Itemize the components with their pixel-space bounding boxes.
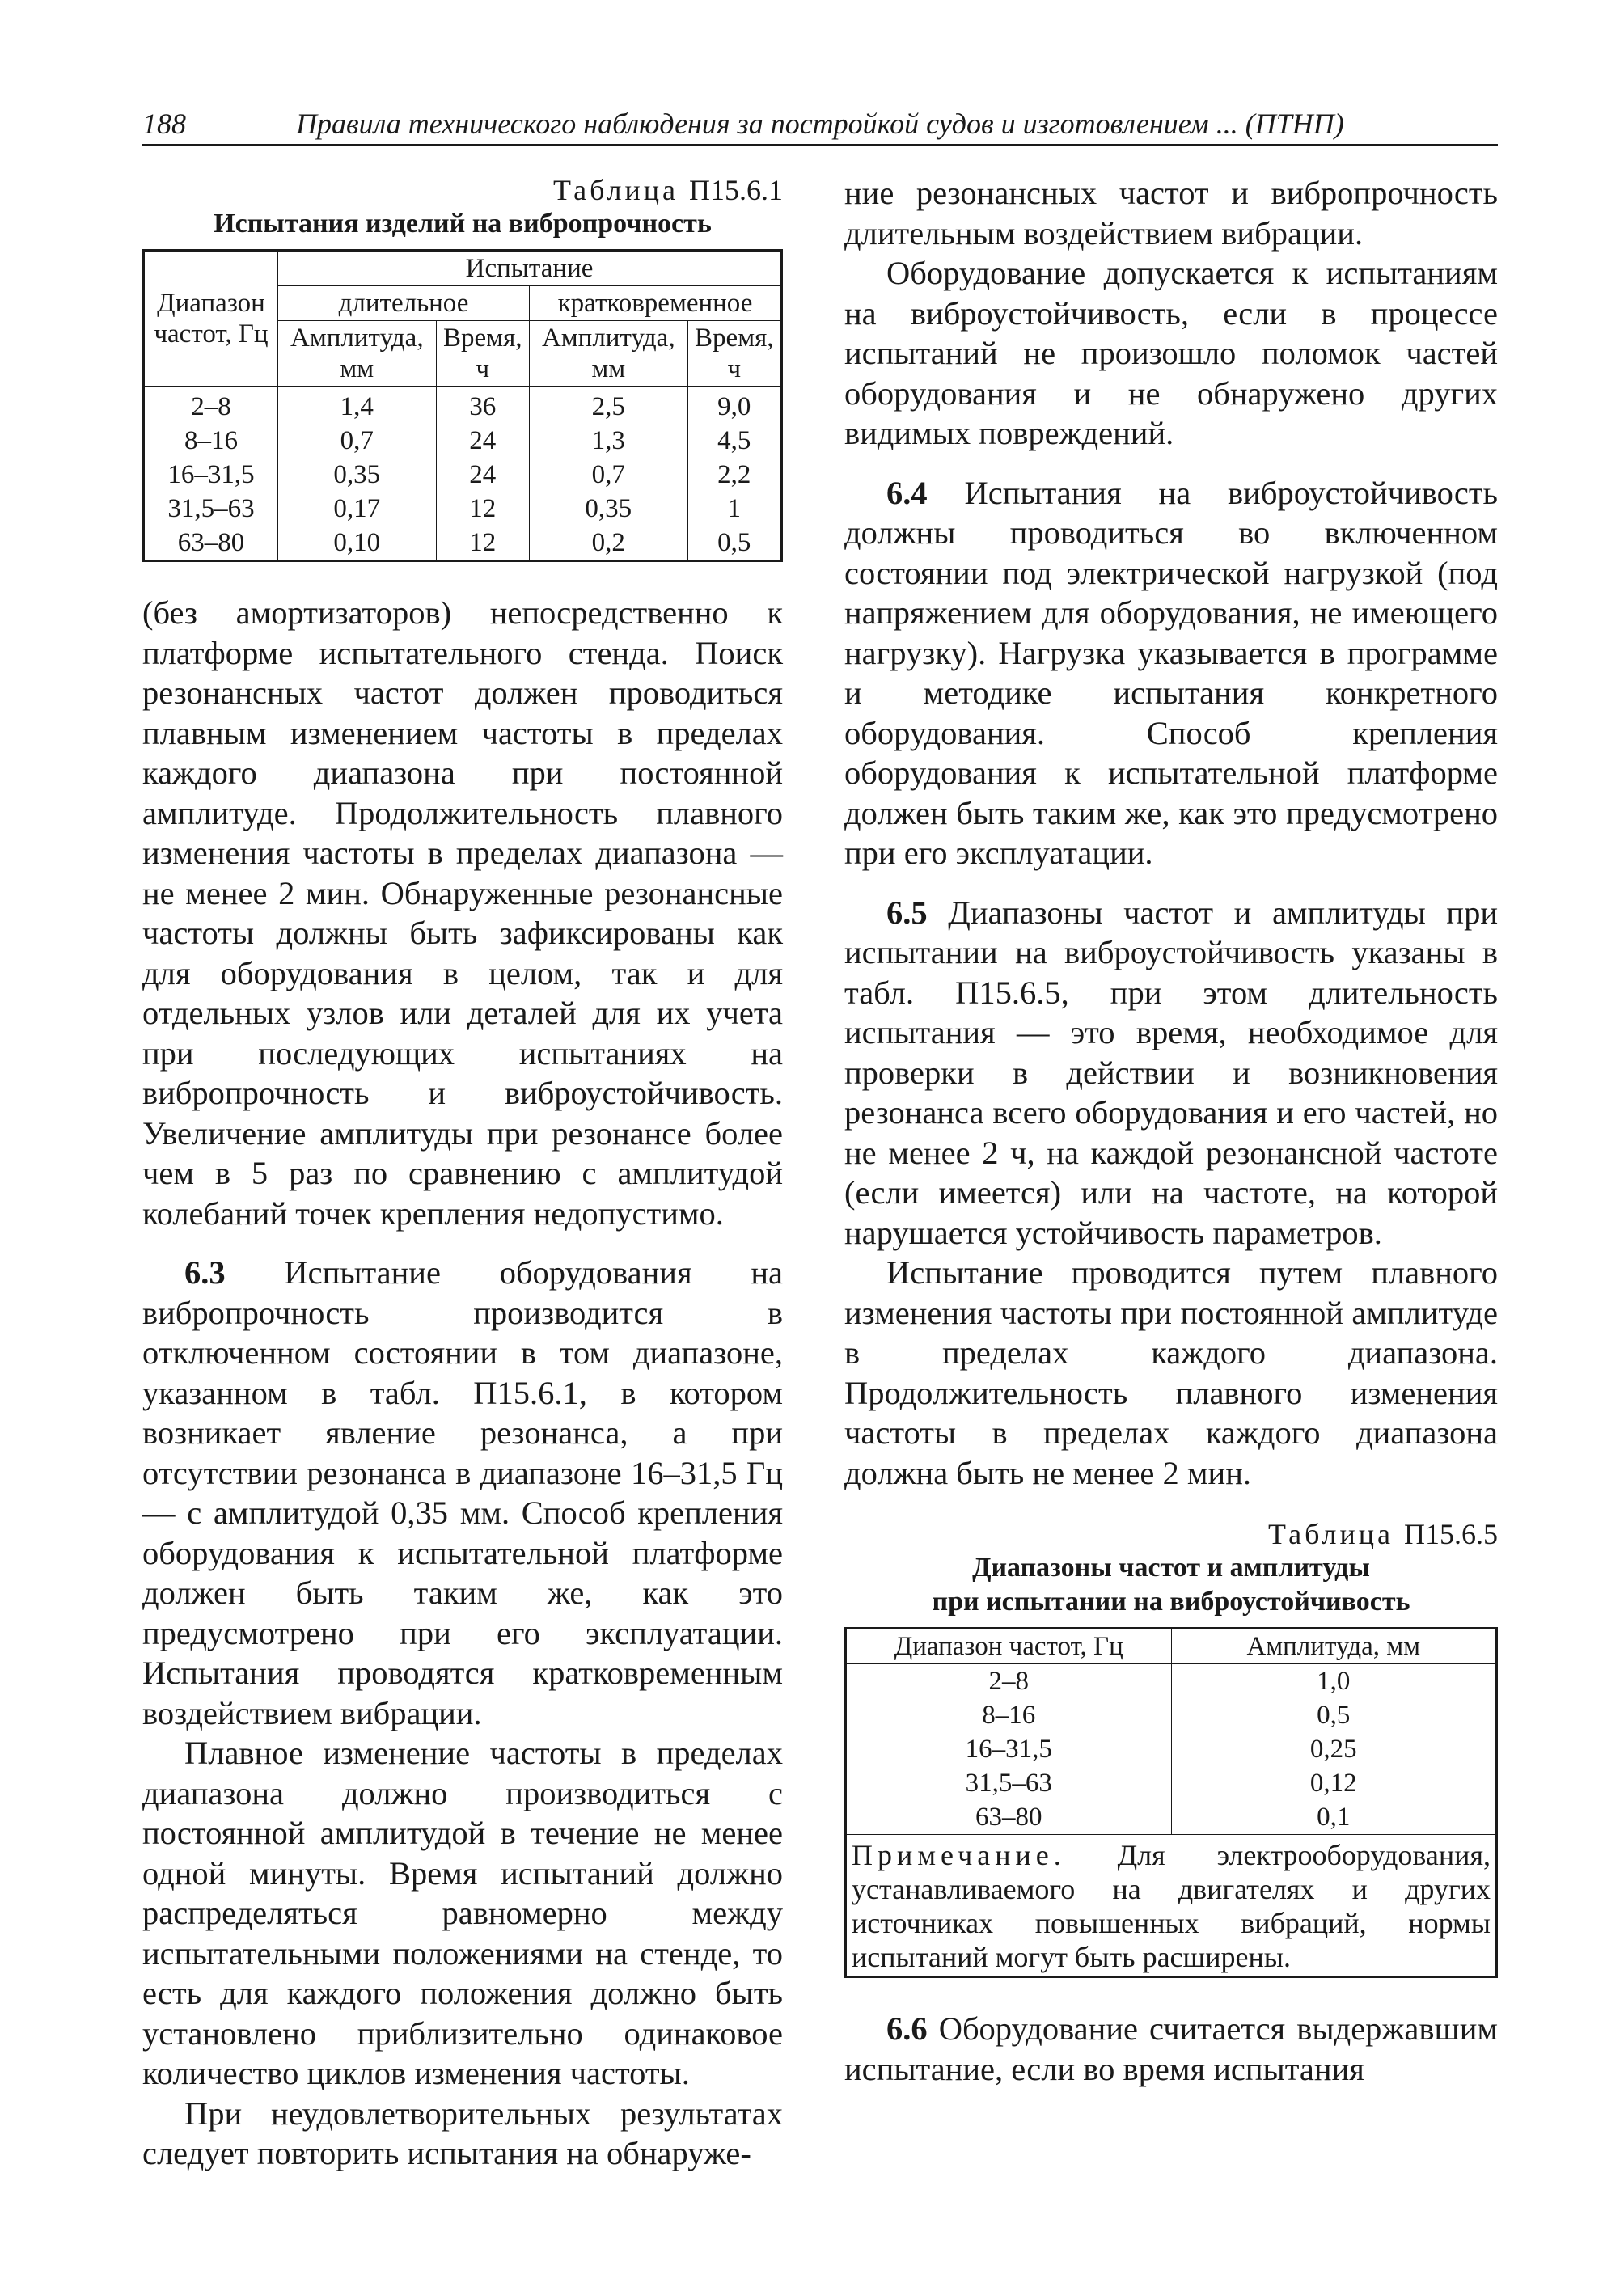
t1-cell: 0,17 (278, 492, 437, 526)
t1-cell: 9,0 (687, 387, 781, 425)
t1-cell: 0,7 (529, 458, 687, 492)
section-text: Испытание оборудования на вибропрочность производится в отключенном состоянии в том диапазоне, указанном в табл. П15.6.1, в котором возникает явление резонанса, а при отсутствии резонанса в диапазоне 16–31,5 Гц — с амплитудой 0,35 мм. Способ крепления оборудования к испытательной платформе должен быть таким же, как это предусмотрено при его эксплуатации. Испытания проводятся кратковременным воздействием вибрации. (142, 1254, 783, 1731)
t1-cell: 4,5 (687, 424, 781, 458)
t1-cell: 1 (687, 492, 781, 526)
table1-block (142, 173, 783, 562)
t1-cell: 0,35 (278, 458, 437, 492)
section-6-4 (844, 473, 1498, 873)
table1-label-num: П15.6.1 (689, 174, 783, 206)
note-text: Для электрооборудования, устанавливаемого на двигателях и других источниках повышенных вибраций, нормы испытаний могут быть расширены. (852, 1839, 1491, 1973)
t2-head-range: Диапазон частот, Гц (846, 1629, 1172, 1664)
table-row (846, 1800, 1497, 1835)
t2-head-amp: Амплитуда, мм (1171, 1629, 1497, 1664)
page-number: 188 (142, 108, 186, 140)
t1-cell: 24 (436, 424, 529, 458)
t1-cell: 24 (436, 458, 529, 492)
t1-cell: 2,2 (687, 458, 781, 492)
table-row (846, 1664, 1497, 1699)
left-column (142, 173, 783, 2174)
table-row (846, 1698, 1497, 1732)
section-text: Оборудование считается выдержавшим испытание, если во время испытания (844, 2010, 1498, 2087)
section-text: Испытания на виброустойчивость должны проводиться во включенном состоянии под электрической нагрузкой (под напряжением для оборудования, не имеющего нагрузку). Нагрузка указывается в программе и методике испытания конкретного оборудования. Способ крепления оборудования к испытательной платформе должен быть таким же, как это предусмотрено при его эксплуатации. (844, 474, 1499, 871)
t1-head-time-short: Время, ч (687, 321, 781, 387)
section-number: 6.5 (886, 894, 928, 931)
t2-cell: 16–31,5 (846, 1732, 1172, 1766)
t1-cell: 16–31,5 (144, 458, 278, 492)
section-number: 6.6 (886, 2010, 928, 2047)
right-column (844, 173, 1498, 2089)
t1-cell: 36 (436, 387, 529, 425)
right-paragraph-5: Испытание проводится путем плавного изменения частоты при постоянной амплитуде в пределах каждого диапазона. Продолжительность плавного изменения частоты в пределах каждого диапазона должна быть не менее 2 мин. (844, 1254, 1498, 1491)
table2-caption (844, 1517, 1498, 1551)
table2-block (844, 1517, 1498, 1978)
t1-cell: 12 (436, 526, 529, 561)
t1-head-amp-long: Амплитуда, мм (278, 321, 437, 387)
table1-label-word: Таблица (553, 174, 679, 206)
right-paragraph-1: ние резонансных частот и вибропрочность длительным воздействием вибрации. (844, 175, 1498, 252)
t1-head-amp-short: Амплитуда, мм (529, 321, 687, 387)
table-row (846, 1766, 1497, 1800)
t1-cell: 2–8 (144, 387, 278, 425)
running-title: Правила технического наблюдения за постройкой судов и изготовлением ... (ПТНП) (296, 108, 1344, 140)
table2-title-line1: Диапазоны частот и амплитуды (972, 1553, 1370, 1583)
table-row (846, 1732, 1497, 1766)
left-paragraph-4: При неудовлетворительных результатах следует повторить испытания на обнаруже- (142, 2094, 783, 2171)
t1-cell: 0,35 (529, 492, 687, 526)
t1-cell: 1,4 (278, 387, 437, 425)
t2-cell: 1,0 (1171, 1664, 1497, 1699)
t2-cell: 63–80 (846, 1800, 1172, 1835)
section-number: 6.3 (184, 1254, 226, 1291)
table2-label-word: Таблица (1268, 1518, 1394, 1550)
t1-cell: 0,5 (687, 526, 781, 561)
note-label: Примечание. (852, 1839, 1066, 1871)
t1-cell: 0,7 (278, 424, 437, 458)
left-paragraph-1: (без амортизаторов) непосредственно к платформе испытательного стенда. Поиск резонансных частот должен проводиться плавным изменением частоты в пределах каждого диапазона при постоянной амплитуде. Продолжительность плавного изменения частоты в пределах диапазона — не менее 2 мин. Обнаруженные резонансные частоты должны быть зафиксированы как для оборудования в целом, так и для отдельных узлов или деталей для их учета при последующих испытаниях на вибропрочность и виброустойчивость. Увеличение амплитуды при резонансе более чем в 5 раз по сравнению с амплитудой колебаний точек крепления недопустимо. (142, 594, 783, 1232)
table-row (144, 458, 782, 492)
table1-caption (142, 173, 783, 207)
t2-cell: 8–16 (846, 1698, 1172, 1732)
section-text: Диапазоны частот и амплитуды при испытании на виброустойчивость указаны в табл. П15.6.5, при этом длительность испытания — это время, необходимое для проверки в действии и возникновения резонанса всего оборудования и его частей, но не менее 2 ч, на каждой резонансной частоте (если имеется) или на частоте, на которой нарушается устойчивость параметров. (844, 894, 1499, 1251)
t1-head-long: длительное (278, 286, 530, 321)
t2-cell: 0,25 (1171, 1732, 1497, 1766)
section-6-5 (844, 893, 1498, 1253)
t2-cell: 0,5 (1171, 1698, 1497, 1732)
t2-cell: 0,1 (1171, 1800, 1497, 1835)
t1-head-time-long: Время, ч (436, 321, 529, 387)
running-header (142, 104, 1498, 146)
section-6-3 (142, 1253, 783, 1733)
table1-title: Испытания изделий на вибропрочность (214, 209, 712, 239)
table-row (144, 526, 782, 561)
t1-cell: 2,5 (529, 387, 687, 425)
t2-cell: 31,5–63 (846, 1766, 1172, 1800)
left-paragraph-3: Плавное изменение частоты в пределах диапазона должно производиться с постоянной амплитудой в течение не менее одной минуты. Время испытаний должно распределяться равномерно между испытательными положениями на стенде, то есть для каждого положения должно быть установлено приблизительно одинаковое количество циклов изменения частоты. (142, 1735, 783, 2091)
t1-cell: 8–16 (144, 424, 278, 458)
t1-head-test: Испытание (278, 251, 782, 286)
table2-title-line2: при испытании на виброустойчивость (932, 1587, 1410, 1617)
t1-head-short: кратковременное (529, 286, 781, 321)
t1-cell: 12 (436, 492, 529, 526)
table1 (142, 249, 783, 562)
t1-cell: 63–80 (144, 526, 278, 561)
table2 (844, 1627, 1498, 1978)
t2-cell: 2–8 (846, 1664, 1172, 1699)
table-row (144, 492, 782, 526)
table-row (144, 424, 782, 458)
right-paragraph-2: Оборудование допускается к испытаниям на виброустойчивость, если в процессе испытаний не произошло поломок частей оборудования и не обнаружено других видимых повреждений. (844, 255, 1498, 451)
t1-cell: 0,2 (529, 526, 687, 561)
table-row (144, 387, 782, 425)
t1-cell: 0,10 (278, 526, 437, 561)
table2-label-num: П15.6.5 (1404, 1518, 1498, 1550)
t1-cell: 1,3 (529, 424, 687, 458)
section-6-6 (844, 2009, 1498, 2089)
section-number: 6.4 (886, 474, 928, 511)
table2-note (846, 1835, 1497, 1977)
t1-cell: 31,5–63 (144, 492, 278, 526)
t2-cell: 0,12 (1171, 1766, 1497, 1800)
t1-head-range: Диапазон частот, Гц (144, 251, 278, 387)
